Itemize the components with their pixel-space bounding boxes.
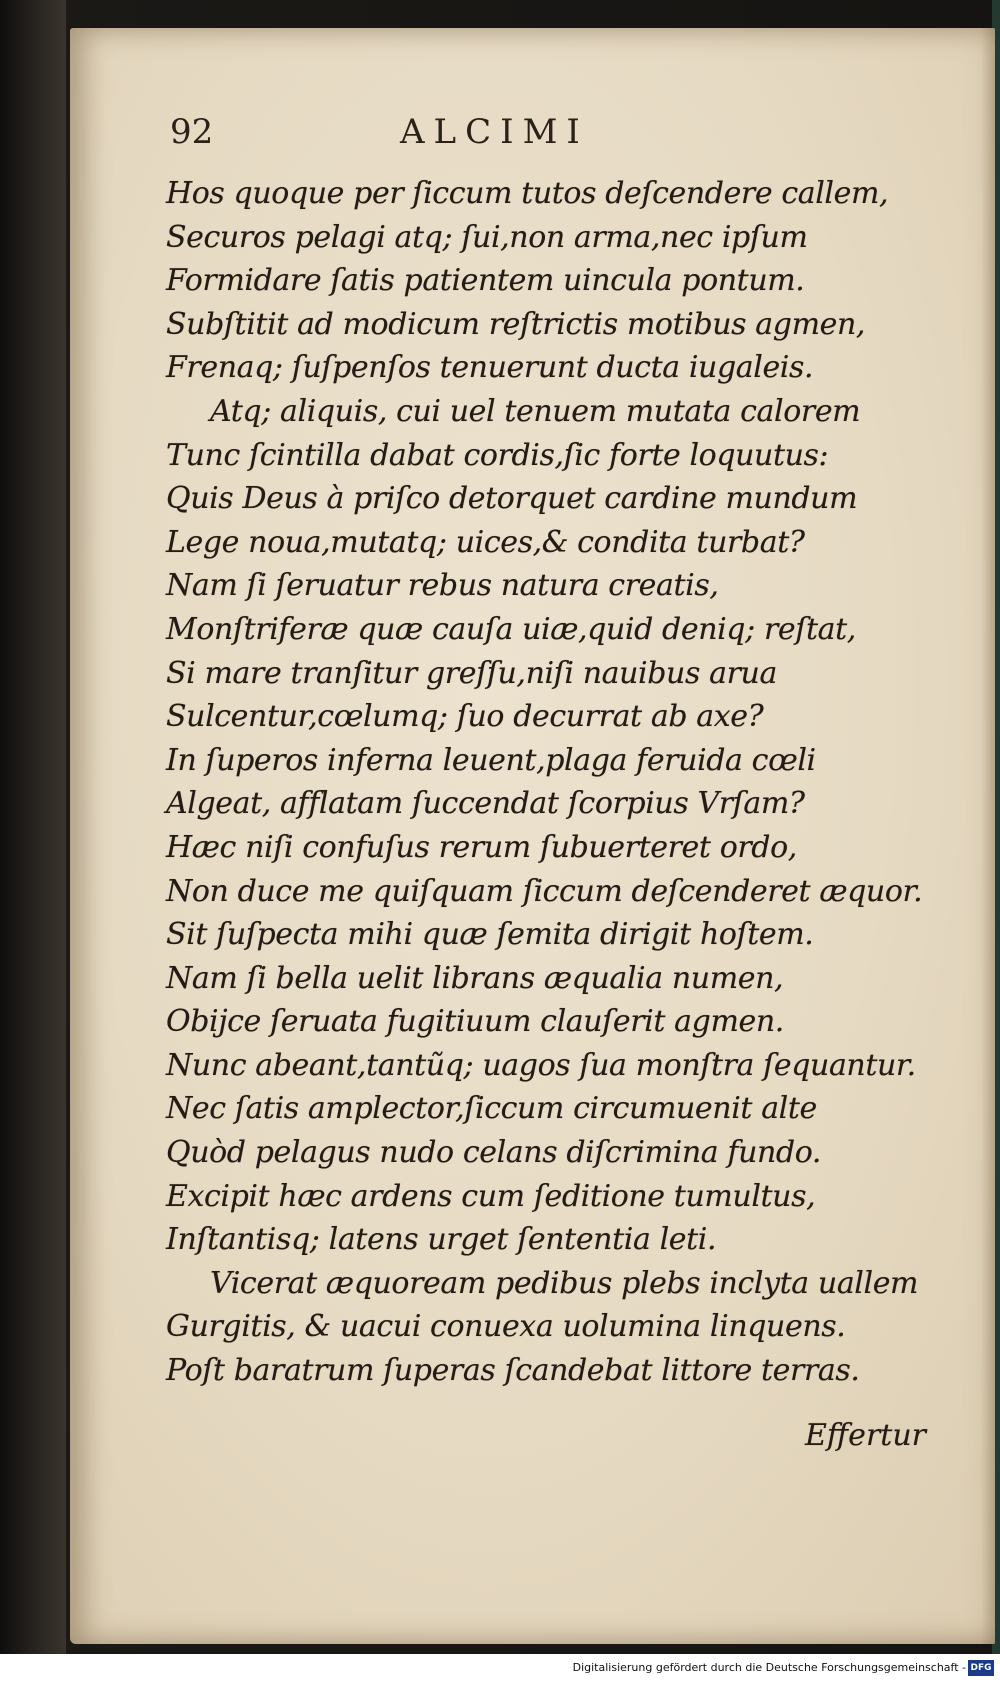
verse-line: Poſt baratrum ſuperas ſcandebat littore terras. (166, 1353, 860, 1389)
digitization-footer (0, 1654, 1000, 1684)
verse-line: Algeat, afflatam ſuccendat ſcorpius Vrſam? (166, 786, 805, 822)
verse-line: Nec ſatis amplector,ſiccum circumuenit alte (166, 1091, 817, 1127)
verse-line: Hos quoque per ſiccum tutos deſcendere callem, (166, 176, 889, 211)
verse-line: Subſtitit ad modicum reſtrictis motibus agmen, (166, 306, 866, 342)
verse-line: Tunc ſcintilla dabat cordis,ſic forte loquutus: (166, 437, 829, 473)
verse-line: Sulcentur,cœlumq; ſuo decurrat ab axe? (166, 699, 764, 735)
verse-line: Formidare ſatis patientem uincula pontum. (166, 263, 805, 299)
verse-line: Non duce me quiſquam ſiccum deſcenderet æquor. (166, 873, 923, 909)
page-header (170, 106, 730, 162)
book-binding-edge (0, 0, 66, 1684)
running-head: ALCIMI (400, 112, 589, 152)
dfg-logo: DFG (968, 1660, 994, 1676)
verse-line: Obijce ſeruata fugitiuum clauſerit agmen. (166, 1004, 784, 1040)
verse-line: Hæc niſi confuſus rerum ſubuerteret ordo, (166, 829, 797, 865)
verse-line: Inſtantisq; latens urget ſententia leti. (166, 1222, 717, 1258)
verse-line-indented: Atq; aliquis, cui uel tenuem mutata calorem (210, 393, 861, 429)
funding-credit: Digitalisierung gefördert durch die Deutsche Forschungsgemeinschaft - (572, 1661, 966, 1674)
verse-line: Securos pelagi atq; ſui,non arma,nec ipſum (166, 219, 808, 255)
verse-line: Quis Deus à priſco detorquet cardine mundum (166, 481, 858, 517)
page-fold-shadow (981, 28, 995, 1644)
verse-block (166, 172, 923, 1393)
verse-line: Excipit hæc ardens cum ſeditione tumultus, (166, 1178, 816, 1214)
verse-line: In ſuperos inferna leuent,plaga feruida cœli (166, 742, 816, 778)
page-number: 92 (170, 112, 214, 152)
verse-line: Lege noua,mutatq; uices,& condita turbat? (166, 524, 805, 560)
catchword: Effertur (805, 1418, 926, 1453)
verse-line: Frenaq; ſuſpenſos tenuerunt ducta iugaleis. (166, 350, 814, 386)
verse-line: Nunc abeant,tantũq; uagos ſua monſtra ſequantur. (166, 1047, 916, 1083)
verse-line: Nam ſi ſeruatur rebus natura creatis, (166, 568, 719, 604)
verse-line: Gurgitis, & uacui conuexa uolumina linquens. (166, 1309, 846, 1345)
verse-line: Si mare tranſitur greſſu,niſi nauibus arua (166, 655, 777, 691)
verse-line: Quòd pelagus nudo celans diſcrimina fundo. (166, 1135, 821, 1171)
verse-line: Monſtriferæ quæ cauſa uiæ,quid deniq; reſtat, (166, 611, 856, 647)
verse-line: Sit ſuſpecta mihi quæ ſemita dirigit hoſtem. (166, 917, 814, 953)
verse-line: Nam ſi bella uelit librans æqualia numen, (166, 960, 784, 996)
verse-line-indented: Vicerat æquoream pedibus plebs inclyta uallem (210, 1265, 919, 1301)
